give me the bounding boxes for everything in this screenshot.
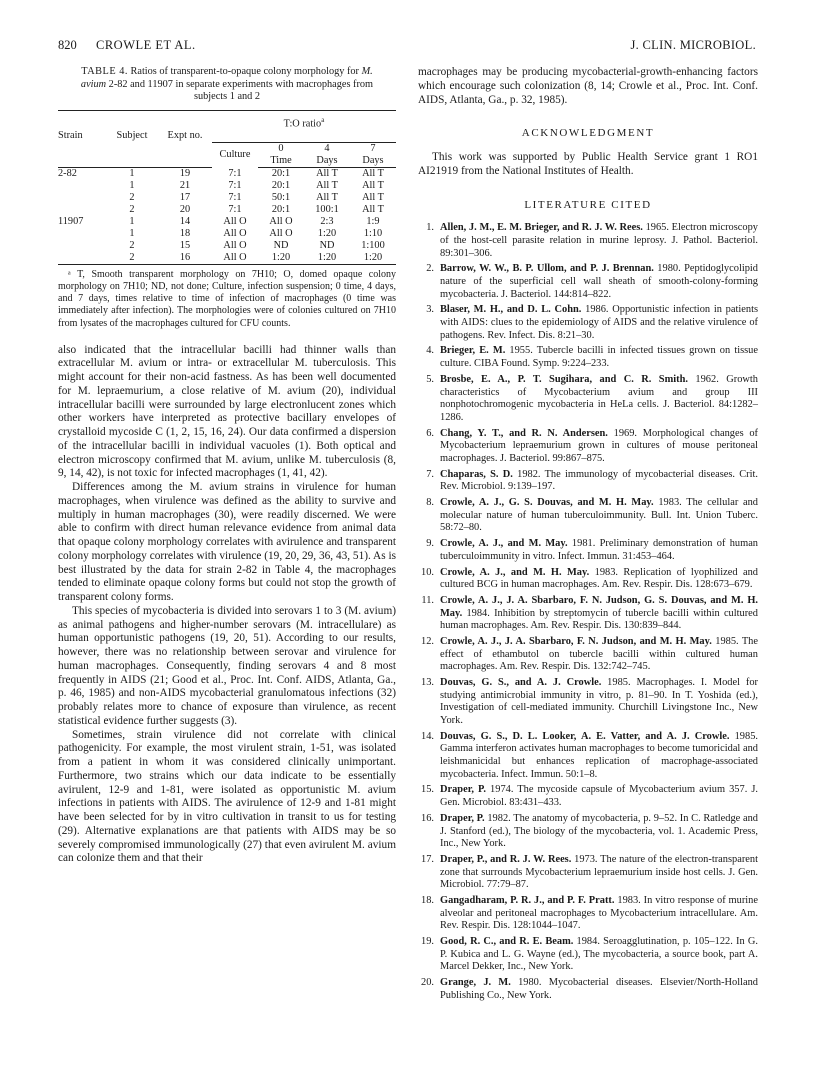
- cell-7days: 1:9: [366, 215, 380, 227]
- cell-strain: [58, 204, 106, 216]
- cell-4days: All T: [316, 167, 338, 179]
- left-column: [58, 66, 396, 866]
- reference-details: 1986. Opportunistic infection in patients with AIDS: clues to the epidemiology of AIDS and the relative virulence of pathogens. Rev. Infect. Dis. 8:21–30.: [440, 304, 758, 341]
- reference-details: 1984. Inhibition by streptomycin of tubercle bacilli within cultured human macrophages. Am. Rev. Respir. Dis. 130:839–844.: [440, 607, 758, 632]
- cell-7days: All T: [362, 203, 384, 215]
- cell-culture: All O: [223, 239, 247, 251]
- reference-item: [418, 595, 758, 633]
- cell-expt: 17: [179, 191, 191, 203]
- cell-7days: All T: [362, 179, 384, 191]
- cell-culture: All O: [223, 227, 247, 239]
- cell-strain: [58, 228, 106, 240]
- reference-item: [418, 497, 758, 535]
- cell-4days: All T: [316, 191, 338, 203]
- reference-number: 6.: [426, 427, 434, 439]
- reference-item: [418, 784, 758, 809]
- reference-authors: Barrow, W. W., B. P. Ullom, and P. J. Brennan.: [440, 263, 654, 275]
- paragraph: Differences among the M. avium strains in virulence for human macrophages, when virulence was defined as the ability to survive and multiply in human macrophages (30), were readily discerned. We were able to confirm with direct human relevance evidence from animal data that opaque colony morphology correlates with avirulence and transparent colony morphology correlates with virulence (19, 20, 29, 36, 43, 51). As is best illustrated by the data for strain 2-82 in Table 4, the macrophages tended to eliminate opaque colony forms but could not stop the growth of transparent colony forms.: [58, 481, 396, 604]
- reference-details: 1982. The immunology of mycobacterial diseases. Crit. Rev. Microbiol. 9:139–197.: [440, 468, 758, 493]
- cell-4days: 1:20: [317, 227, 337, 239]
- reference-details: 1983. In vitro response of murine alveolar and peritoneal macrophages to Mycobacterium intracellulare. Am. Rev. Respir. Dis. 128:1044–1047.: [440, 895, 758, 932]
- reference-item: [418, 222, 758, 260]
- cell-subject: 1: [129, 179, 135, 191]
- col-7days-top: 7: [370, 142, 376, 154]
- reference-item: [418, 977, 758, 1002]
- reference-authors: Allen, J. M., E. M. Brieger, and R. J. W. Rees.: [440, 222, 643, 234]
- paragraph: This species of mycobacteria is divided into serovars 1 to 3 (M. avium) as animal pathogens and higher-number serovars (M. intracellulare) as human opportunistic pathogens (19, 20, 51). According to our results, however, there was no relationship between serovar and virulence for human macrophages. Consequently, finding serovars 4 and 8 most frequently in AIDS (21; Good et al., Proc. Int. Conf. AIDS, Atlanta, Ga., p. 46, 1985) and non-AIDS mycobacterial granulomatous infections (32) probably relates more to chance of exposure than virulence, as recent statistical evidence further suggests (3).: [58, 604, 396, 727]
- cell-7days: All T: [362, 167, 384, 179]
- table-row: [58, 180, 396, 192]
- reference-details: 1980. Mycobacterial diseases. Elsevier/North-Holland Publishing Co., New York.: [440, 977, 759, 1001]
- cell-time0: 20:1: [271, 179, 291, 191]
- reference-details: 1985. Macrophages. I. Model for studying antimicrobial immunity in vitro, p. 81–90. In T. Yoshida (ed.), Investigation of cell-mediated immunity. Churchill Livingstone Inc., New York.: [440, 677, 758, 726]
- paragraph: Sometimes, strain virulence did not correlate with clinical pathogenicity. For example, the most virulent strain, 1-51, was isolated from a patient in whom it was considered clinically unimportant. Furthermore, two strains which our data indicate to be essentially avirulent, 12-9 and 1-81, were isolated as opportunistic M. avium infections in patients with AIDS. The avirulence of 12-9 and 1-81 might have been selected for by in vitro cultivation in transit to us for testing (29). Alternative explanations are that patients with AIDS may be so severely compromised immunologically (27) that even avirulent M. avium can colonize them and that their: [58, 728, 396, 865]
- col-4days-bottom: Days: [304, 155, 350, 168]
- cell-time0: 20:1: [271, 167, 291, 179]
- reference-authors: Crowle, A. J., J. A. Sbarbaro, F. N. Judson, and M. H. May.: [440, 635, 712, 647]
- reference-number: 20.: [421, 977, 434, 989]
- cell-7days: 1:20: [350, 252, 396, 265]
- cell-strain: [58, 180, 106, 192]
- reference-authors: Crowle, A. J., and M. May.: [440, 538, 568, 550]
- cell-4days: ND: [319, 239, 335, 251]
- table-row: [58, 240, 396, 252]
- table-caption-pre: Ratios of transparent-to-opaque colony morphology for: [130, 66, 362, 77]
- table-row: [58, 192, 396, 204]
- reference-authors: Brieger, E. M.: [440, 345, 506, 357]
- acknowledgment-title: ACKNOWLEDGMENT: [521, 127, 655, 140]
- page-number: 820: [58, 38, 77, 52]
- col-time0-bottom: Time: [258, 155, 304, 168]
- cell-culture: 7:1: [228, 179, 242, 191]
- reference-number: 4.: [426, 345, 434, 357]
- cell-4days: 2:3: [320, 215, 334, 227]
- running-header: [58, 38, 756, 54]
- journal-name: J. CLIN. MICROBIOL.: [630, 38, 756, 52]
- reference-number: 11.: [421, 594, 434, 606]
- reference-number: 1.: [426, 222, 434, 234]
- reference-number: 19.: [421, 936, 434, 948]
- table-row: [58, 167, 396, 180]
- reference-authors: Draper, P.: [440, 812, 485, 824]
- left-body-text: [58, 344, 396, 867]
- reference-item: [418, 813, 758, 851]
- reference-authors: Douvas, G. S., and A. J. Crowle.: [440, 677, 602, 689]
- continued-paragraph: macrophages may be producing mycobacterial-growth-enhancing factors which encourage such colonization (8, 14; Crowle et al., Proc. Int. Conf. AIDS, Atlanta, Ga., p. 32, 1985).: [418, 66, 758, 106]
- reference-number: 2.: [426, 263, 434, 275]
- reference-item: [418, 895, 758, 933]
- col-culture: Culture: [219, 148, 251, 160]
- table-header-row-1: [58, 110, 396, 130]
- reference-authors: Gangadharam, P. R. J., and P. F. Pratt.: [440, 895, 615, 906]
- ratio-header: T:O ratio$^a$: [212, 110, 396, 130]
- reference-details: 1965. Electron microscopy of the host-cell parasite relation in murine leprosy. J. Pathol. Bacteriol. 89:301–306.: [440, 222, 758, 259]
- reference-item: [418, 345, 758, 370]
- reference-list: [418, 222, 758, 1002]
- table-caption-species: M. avium: [80, 66, 373, 90]
- table-caption: [58, 66, 396, 104]
- reference-number: 13.: [421, 677, 434, 689]
- cell-strain: 11907: [58, 215, 84, 227]
- reference-item: [418, 304, 758, 342]
- reference-details: 1984. Seroagglutination, p. 105–122. In G. P. Kubica and L. G. Wayne (ed.), The mycobacteria, a source book, part A. Marcel Dekker, Inc., New York.: [440, 936, 758, 973]
- col-strain: Strain: [58, 130, 83, 142]
- reference-authors: Chang, Y. T., and R. N. Andersen.: [440, 427, 608, 439]
- reference-number: 15.: [421, 784, 434, 796]
- cell-expt: 16: [158, 252, 212, 265]
- reference-item: [418, 636, 758, 674]
- cell-time0: All O: [269, 215, 293, 227]
- cell-strain: 2-82: [58, 167, 77, 179]
- reference-details: 1962. Growth characteristics of Mycobacterium avium and group III nonphotochromogenic mycobacteria in HeLa cells. J. Bacteriol. 84:1282–1286.: [440, 373, 758, 423]
- cell-subject: 2: [129, 239, 135, 251]
- reference-authors: Douvas, G. S., D. L. Looker, A. E. Vatter, and A. J. Crowle.: [440, 730, 730, 742]
- cell-subject: 1: [129, 167, 135, 179]
- cell-7days: 1:100: [361, 239, 385, 251]
- cell-strain: [58, 252, 106, 265]
- col-4days-top: 4: [324, 142, 330, 154]
- cell-expt: 14: [179, 215, 191, 227]
- cell-time0: 50:1: [271, 191, 291, 203]
- paragraph: also indicated that the intracellular bacilli had thinner walls than extracellular M. avium or intra- or extracellular M. tuberculosis. This might account for their non-acid fastness. As has been well documented for M. lepraemurium, a close relative of M. avium (20), individual intracellular bacilli were surrounded by large electronlucent zones which other workers have interpreted as protective bacillary envelopes of crystalloid mycoside C (1, 2, 15, 16, 24). Our data confirmed a dispersion of the intracellular bacilli in individual vacuoles (1). Both optical and electron microscopy confirmed that M. avium, unlike M. tuberculosis (8, 9, 14, 42), is not toxic for infected macrophages (1, 41, 42).: [58, 343, 396, 480]
- reference-item: [418, 677, 758, 728]
- reference-number: 5.: [426, 373, 434, 385]
- table-row: [58, 216, 396, 228]
- reference-authors: Draper, P., and R. J. W. Rees.: [440, 853, 572, 865]
- reference-item: [418, 936, 758, 974]
- cell-expt: 21: [179, 179, 191, 191]
- acknowledgment-text: This work was supported by Public Health Service grant 1 RO1 AI21919 from the National Institutes of Health.: [418, 151, 758, 177]
- cell-4days: 100:1: [315, 203, 339, 215]
- reference-item: [418, 567, 758, 592]
- cell-time0: 20:1: [271, 203, 291, 215]
- cell-7days: All T: [362, 191, 384, 203]
- reference-number: 14.: [421, 730, 434, 742]
- reference-details: 1982. The anatomy of mycobacteria, p. 9–52. In C. Ratledge and J. Stanford (ed.), The biology of the mycobacteria, vol. 1. Academic Press, Inc., New York.: [440, 812, 759, 850]
- table-row: [58, 252, 396, 265]
- reference-authors: Blaser, M. H., and D. L. Cohn.: [440, 304, 582, 316]
- table-4: [58, 110, 396, 265]
- reference-number: 17.: [421, 853, 434, 865]
- reference-item: [418, 731, 758, 782]
- cell-time0: ND: [273, 239, 289, 251]
- running-authors: CROWLE ET AL.: [96, 38, 196, 52]
- reference-item: [418, 374, 758, 425]
- cell-subject: 2: [106, 252, 158, 265]
- cell-strain: [58, 240, 106, 252]
- reference-item: [418, 428, 758, 466]
- cell-subject: 2: [129, 203, 135, 215]
- cell-4days: 1:20: [304, 252, 350, 265]
- reference-details: 1983. Replication of lyophilized and cultured BCG in human macrophages. Am. Rev. Respir. Dis. 128:673–679.: [440, 566, 758, 591]
- reference-number: 8.: [426, 497, 434, 509]
- reference-item: [418, 538, 758, 563]
- reference-number: 12.: [421, 635, 434, 647]
- cell-expt: 19: [179, 167, 191, 179]
- reference-item: [418, 854, 758, 892]
- reference-item: [418, 263, 758, 301]
- cell-strain: [58, 192, 106, 204]
- cell-culture: 7:1: [228, 167, 242, 179]
- right-column: [418, 66, 758, 1006]
- reference-number: 18.: [421, 895, 434, 906]
- reference-authors: Brosbe, E. A., P. T. Sugihara, and C. R. Smith.: [440, 373, 688, 385]
- literature-title: LITERATURE CITED: [524, 198, 652, 211]
- cell-subject: 2: [129, 191, 135, 203]
- table-label: TABLE 4.: [81, 66, 128, 77]
- reference-details: 1981. Preliminary demonstration of human tuberculoimmunity in vitro. Infect. Immun. 31:453–464.: [440, 538, 759, 562]
- cell-culture: All O: [212, 252, 258, 265]
- reference-number: 3.: [426, 304, 434, 316]
- reference-details: 1983. The cellular and molecular nature of human tuberculoimmunity. Bull. Int. Union Tuberc. 58:72–80.: [440, 497, 758, 534]
- cell-subject: 1: [129, 227, 135, 239]
- reference-authors: Chaparas, S. D.: [440, 468, 513, 480]
- reference-item: [418, 469, 758, 494]
- cell-culture: 7:1: [228, 203, 242, 215]
- cell-culture: 7:1: [228, 191, 242, 203]
- col-subject: Subject: [116, 130, 148, 142]
- reference-authors: Crowle, A. J., G. S. Douvas, and M. H. May.: [440, 497, 654, 509]
- reference-details: 1985. Gamma interferon activates human macrophages to become tumoricidal and leishmanicidal but enhances replication of macrophage-associated mycobacteria. Infect. Immun. 50:1–8.: [440, 730, 758, 780]
- col-time0-top: 0: [278, 142, 284, 154]
- reference-authors: Crowle, A. J., and M. H. May.: [440, 566, 590, 578]
- reference-authors: Grange, J. M.: [440, 977, 511, 989]
- table-footnote: ᵃ T, Smooth transparent morphology on 7H10; O, domed opaque colony morphology on 7H10; ND, not done; Culture, infection suspension; 0 time, 4 days, and 7 days, times relative to time of infection of macrophages (0 time was immediately after infection). The morphologies were of colonies cultured on 7H10 from lysates of the macrophages cultured for CFU counts.: [58, 268, 396, 329]
- cell-time0: 1:20: [258, 252, 304, 265]
- table-body: [58, 167, 396, 264]
- reference-authors: Draper, P.: [440, 784, 486, 796]
- reference-details: 1985. The effect of ethambutol on tubercle bacilli within cultured human macrophages. Am. Rev. Respir. Dis. 132:742–745.: [440, 635, 758, 673]
- cell-7days: 1:10: [363, 227, 383, 239]
- table-row: [58, 204, 396, 216]
- reference-details: 1955. Tubercle bacilli in infected tissues grown on tissue culture. CIBA Found. Symp. 9:224–233.: [440, 345, 758, 370]
- cell-expt: 15: [179, 239, 191, 251]
- reference-details: 1980. Peptidoglycolipid nature of the superficial cell wall sheath of smooth-colony-forming mycobacteria. J. Bacteriol. 144:814–822.: [440, 263, 758, 300]
- reference-details: 1973. The nature of the electron-transparent zone that surrounds Mycobacterium lepraemurium inside host cells. J. Gen. Microbiol. 77:79–87.: [440, 853, 758, 891]
- table-row: [58, 228, 396, 240]
- reference-details: 1974. The mycoside capsule of Mycobacterium avium 357. J. Gen. Microbiol. 83:431–433.: [440, 784, 758, 809]
- cell-expt: 20: [179, 203, 191, 215]
- col-expt: Expt no.: [167, 130, 203, 142]
- reference-number: 10.: [421, 566, 434, 578]
- reference-details: 1969. Morphological changes of Mycobacterium lepraemurium grown in cultures of mouse peritoneal macrophages. J. Bacteriol. 99:867–875.: [440, 427, 758, 464]
- cell-time0: All O: [269, 227, 293, 239]
- cell-expt: 18: [179, 227, 191, 239]
- reference-number: 16.: [421, 812, 434, 824]
- table-caption-post: 2-82 and 11907 in separate experiments with macrophages from subjects 1 and 2: [106, 78, 374, 103]
- col-7days-bottom: Days: [350, 155, 396, 168]
- reference-authors: Good, R. C., and R. E. Beam.: [440, 936, 574, 948]
- cell-4days: All T: [316, 179, 338, 191]
- reference-authors: Crowle, A. J., J. A. Sbarbaro, F. N. Judson, G. S. Douvas, and M. H. May.: [440, 594, 758, 619]
- cell-culture: All O: [223, 215, 247, 227]
- reference-number: 9.: [426, 538, 434, 550]
- cell-subject: 1: [129, 215, 135, 227]
- reference-number: 7.: [426, 468, 434, 480]
